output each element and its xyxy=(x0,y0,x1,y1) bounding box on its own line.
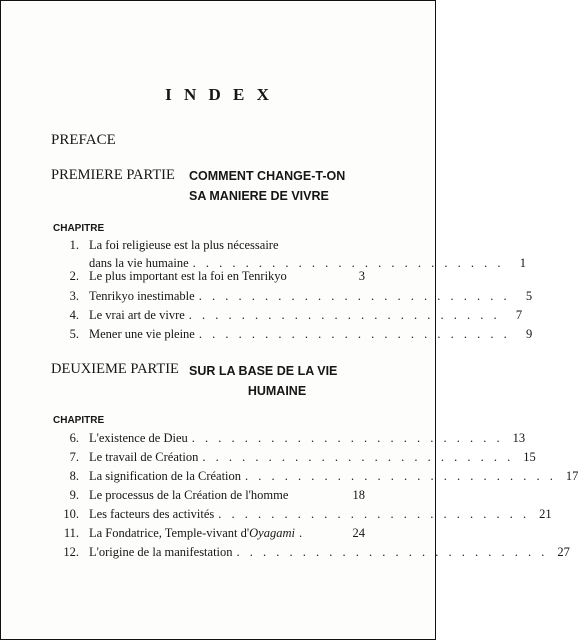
toc-entry-number: 10. xyxy=(63,507,79,521)
preface-entry: PREFACE xyxy=(51,132,116,148)
toc-leader-dots: . . . . . . . . . . . . . . . . . . . . . . . . xyxy=(202,450,514,464)
toc-entry-page: 13 xyxy=(512,431,526,445)
toc-entry-page: 27 xyxy=(557,545,570,559)
toc-entry-text: Le plus important est la foi en Tenrikyo xyxy=(89,269,287,283)
toc-leader-dots: . . . . . . . . . . . . . . . . . . . . . . . . xyxy=(192,256,504,270)
toc-entry-text xyxy=(89,524,295,542)
toc-entry-text: Les facteurs des activités xyxy=(89,507,215,521)
toc-leader-dots: . . . . . . . . . . . . . . . . . . . . . . . . xyxy=(198,289,511,303)
toc-entry-text: Mener une vie pleine xyxy=(89,327,195,341)
part2-label: DEUXIEME PARTIE xyxy=(51,361,179,377)
toc-entry-number: 9. xyxy=(69,488,79,502)
toc-entry-page: 17 xyxy=(565,469,578,483)
toc-leader-dots: . . . . . . . . . . . . . . . . . . . . . . . . xyxy=(245,469,557,483)
toc-entry-number: 4. xyxy=(69,308,79,322)
toc-leader-dots xyxy=(287,267,343,285)
toc-entry-number: 8. xyxy=(69,469,79,483)
toc-entry-page: 5 xyxy=(525,289,533,303)
toc-entry-text-italic: Oyagami xyxy=(249,526,295,540)
toc-leader-dots: . . . . . . . . . . . . . . . . . . . . . . . . xyxy=(188,308,501,322)
toc-leader-dots: . . . . . . . . . . . . . . . . . . . . . . . . xyxy=(218,507,530,521)
toc-entry-page: 21 xyxy=(539,507,552,521)
toc-entry-page: 24 xyxy=(352,526,365,540)
toc-entry-page: 7 xyxy=(515,308,523,322)
toc-entry-page: 15 xyxy=(523,450,536,464)
toc-entry-number: 6. xyxy=(69,431,79,445)
page-title: I N D E X xyxy=(165,85,273,104)
toc-leader-dots: . . . . . . . . . . . . . . . . . . . . . . . . xyxy=(236,545,548,559)
toc-entry-number: 5. xyxy=(69,327,79,341)
toc-entry-text-cont: dans la vie humaine xyxy=(89,256,189,270)
toc-entry-number: 2. xyxy=(69,269,79,283)
toc-entry-page: 9 xyxy=(525,327,533,341)
toc-entry-text: L'origine de la manifestation xyxy=(89,545,233,559)
toc-entry-number: 1. xyxy=(69,238,79,252)
toc-entry-text-roman: La Fondatrice, Temple-vivant d' xyxy=(89,526,250,540)
part1-title-line2: SA MANIERE DE VIVRE xyxy=(189,189,329,203)
part1-chapitre-label: CHAPITRE xyxy=(53,223,105,234)
toc-leader-dots: . . . . . . . . . . . . . . . . . . . . . . . . xyxy=(191,431,504,445)
toc-entry-page: 18 xyxy=(352,488,365,502)
toc-entry-text: La foi religieuse est la plus nécessaire xyxy=(89,238,279,252)
toc-entry-text: Le vrai art de vivre xyxy=(89,308,185,322)
part1-title xyxy=(189,166,345,206)
toc-entry-text: Le travail de Création xyxy=(89,450,199,464)
part2-title-line1: SUR LA BASE DE LA VIE xyxy=(189,364,338,378)
toc-entry-text: L'existence de Dieu xyxy=(89,431,188,445)
toc-entry-number: 12. xyxy=(63,545,79,559)
part1-title-line1: COMMENT CHANGE-T-ON xyxy=(189,169,346,183)
toc-entry-page: 1 xyxy=(519,256,526,270)
toc-entry-page: 3 xyxy=(358,269,365,283)
toc-leader-dots xyxy=(288,486,343,504)
part2-title-line2: HUMAINE xyxy=(247,384,307,398)
toc-entry-text: La signification de la Création xyxy=(89,469,242,483)
part1-label: PREMIERE PARTIE xyxy=(51,167,175,183)
toc-entry-number: 11. xyxy=(63,526,79,540)
part2-chapitre-label: CHAPITRE xyxy=(53,415,105,426)
toc-entry-number: 3. xyxy=(69,289,79,303)
toc-entry-text: Tenrikyo inestimable xyxy=(89,289,195,303)
part2-title xyxy=(189,361,365,401)
toc-leader-dots: . . . . . . . . . . . . . . . . . . . . . . . . xyxy=(198,327,511,341)
toc-entry-text: Le processus de la Création de l'homme xyxy=(89,488,289,502)
toc-entry-number: 7. xyxy=(69,450,79,464)
toc-leader-dots: . xyxy=(298,526,306,540)
